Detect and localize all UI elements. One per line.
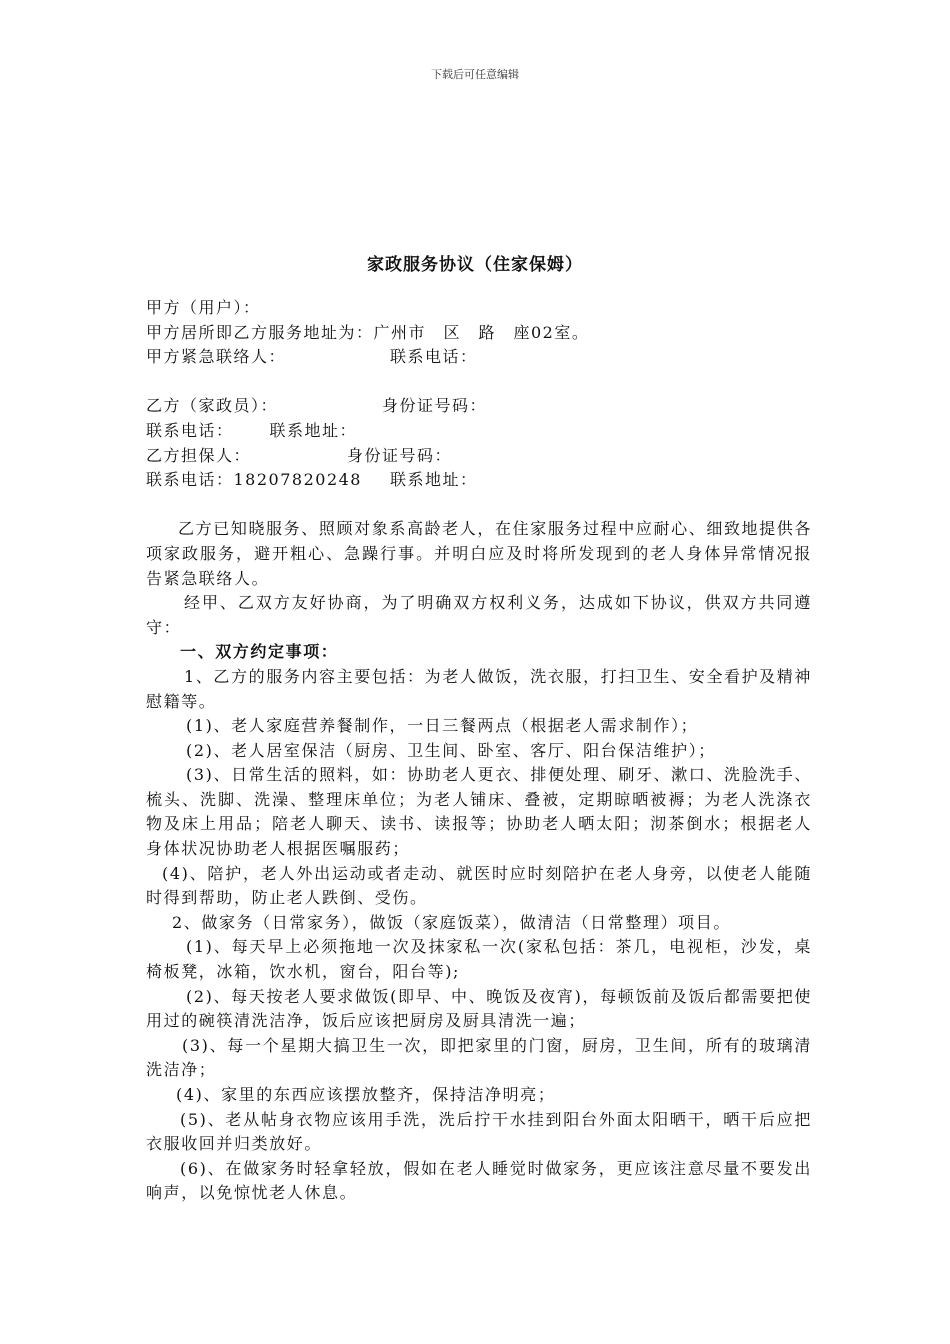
clause-2-3: (3)、每一个星期大搞卫生一次，即把家里的门窗，厨房，卫生间，所有的玻璃清洗洁净； — [146, 1035, 812, 1080]
guarantor-name: 乙方担保人： — [146, 445, 252, 465]
guarantor-contact-row — [146, 468, 812, 493]
intro-paragraph-2: 经甲、乙双方友好协商，为了明确双方权利义务，达成如下协议，供双方共同遵守： — [146, 593, 812, 637]
clause-1-2: (2)、老人居室保洁（厨房、卫生间、卧室、客厅、阳台保洁维护）； — [186, 740, 716, 760]
party-b-guarantor-row — [146, 444, 812, 469]
guarantor-id: 身份证号码： — [347, 445, 453, 465]
intro-paragraph-1: 乙方已知晓服务、照顾对象系高龄老人，在住家服务过程中应耐心、细致地提供各项家政服务，避开粗心、急躁行事。并明白应及时将所发现到的老人身体异常情况报告紧急联络人。 — [146, 519, 812, 588]
clause-2-5: (5)、老从帖身衣物应该用手洗，洗后拧干水挂到阳台外面太阳晒干，晒干后应把衣服收回并归类放好。 — [146, 1109, 812, 1154]
party-a-name: 甲方（用户）： — [146, 298, 261, 317]
clause-1: 1、乙方的服务内容主要包括：为老人做饭，洗衣服，打扫卫生、安全看护及精神慰籍等。 — [146, 666, 812, 711]
party-a-emergency-contact: 甲方紧急联络人： — [146, 347, 287, 367]
party-b-contact-row — [146, 419, 812, 444]
section-heading: 一、双方约定事项： — [180, 642, 339, 662]
guarantor-phone: 联系电话：18207820248 — [146, 470, 362, 490]
party-a-emergency-phone: 联系电话： — [390, 347, 478, 367]
header-note: 下载后可任意编辑 — [431, 68, 519, 81]
clause-1-1: (1)、老人家庭营养餐制作，一日三餐两点（根据老人需求制作）； — [186, 716, 699, 736]
clause-1-3: (3)、日常生活的照料，如：协助老人更衣、排便处理、刷牙、漱口、洗脸洗手、梳头、洗脚、洗澡、整理床单位；为老人铺床、叠被，定期晾晒被褥；为老人洗涤衣物及床上用品；陪老人聊天、读书、读报等；协助老人晒太阳；沏茶倒水；根据老人身体状况协助老人根据医嘱服药； — [146, 765, 812, 859]
party-b-address: 联系地址： — [269, 420, 358, 440]
document-body — [146, 296, 812, 1206]
party-b-name: 乙方（家政员）： — [146, 396, 279, 416]
clause-1-4: (4)、陪护，老人外出运动或者走动、就医时应时刻陪护在老人身旁，以使老人能随时得到帮助，防止老人跌倒、受伤。 — [146, 863, 812, 908]
clause-2-2: (2)、每天按老人要求做饭(即早、中、晚饭及夜宵)，每顿饭前及饭后都需要把使用过的碗筷清洗洁净，饭后应该把厨房及厨具清洗一遍； — [146, 986, 812, 1031]
guarantor-address: 联系地址： — [389, 470, 478, 490]
party-b-name-row — [146, 394, 812, 419]
party-a-emergency-row — [146, 345, 812, 370]
document-title: 家政服务协议（住家保姆） — [367, 255, 583, 275]
party-a-address: 甲方居所即乙方服务地址为：广州市 区 路 座02室。 — [146, 322, 590, 342]
clause-2-4: (4)、家里的东西应该摆放整齐，保持洁净明亮； — [176, 1085, 556, 1104]
party-b-phone: 联系电话： — [146, 420, 234, 440]
clause-2-6: (6)、在做家务时轻拿轻放，假如在老人睡觉时做家务，更应该注意尽量不要发出响声，以免惊忧老人休息。 — [146, 1158, 812, 1203]
party-b-id: 身份证号码： — [382, 396, 488, 416]
clause-2: 2、做家务（日常家务），做饭（家庭饭菜），做清洁（日常整理）项目。 — [172, 912, 731, 932]
clause-2-1: (1)、每天早上必须拖地一次及抹家私一次(家私包括：茶几，电视柜，沙发，桌椅板凳，冰箱，饮水机，窗台，阳台等); — [146, 937, 812, 982]
